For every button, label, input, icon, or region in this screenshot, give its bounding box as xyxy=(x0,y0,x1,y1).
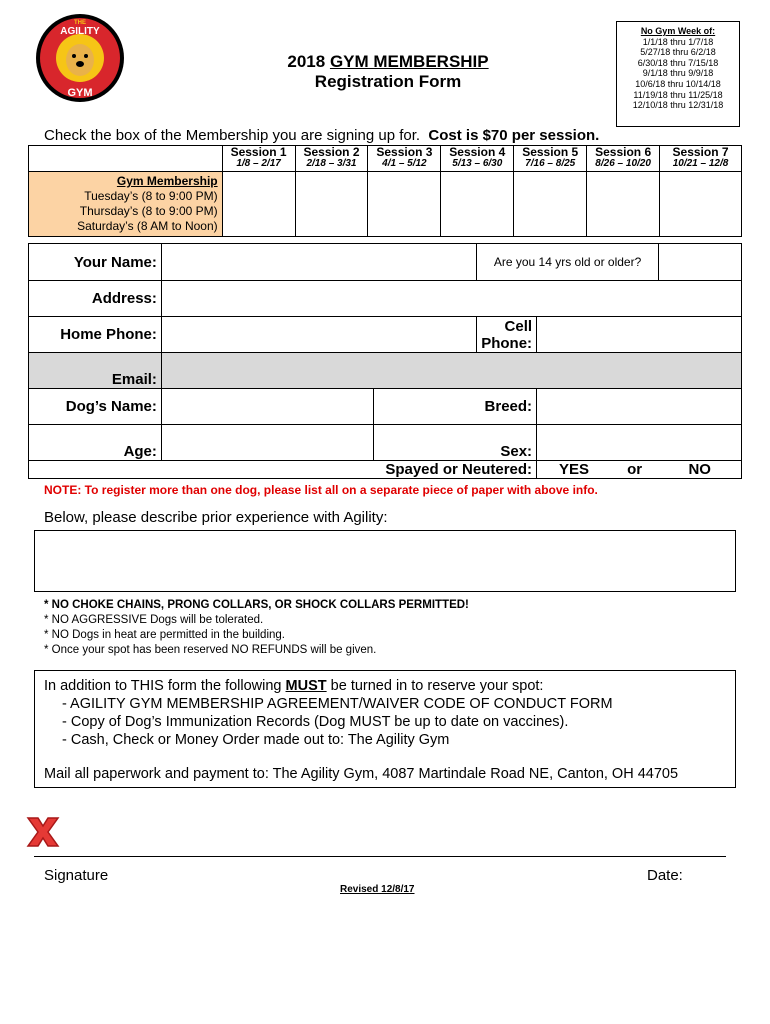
dogs-name-field[interactable] xyxy=(161,389,373,425)
spayed-label: Spayed or Neutered: xyxy=(29,461,537,479)
no-gym-week-box xyxy=(616,21,740,127)
session-name: Session 1 xyxy=(230,145,287,159)
age-label: Age: xyxy=(29,425,162,461)
title-underlined: GYM MEMBERSHIP xyxy=(329,52,489,71)
multi-dog-note: NOTE: To register more than one dog, please list all on a separate piece of paper with above info. xyxy=(44,483,598,497)
requirement-item: - Cash, Check or Money Order made out to: The Agility Gym xyxy=(62,732,450,748)
session-header-1 xyxy=(222,146,295,172)
cost-text: Cost is $70 per session. xyxy=(428,127,600,144)
email-field[interactable] xyxy=(161,353,741,389)
no-gym-week-date: 6/30/18 thru 7/15/18 xyxy=(637,57,719,68)
age-question-label: Are you 14 yrs old or older? xyxy=(477,244,659,281)
revised-date: Revised 12/8/17 xyxy=(340,884,415,895)
svg-text:THE: THE xyxy=(74,20,86,26)
membership-day: Saturday’s (8 AM to Noon) xyxy=(77,219,218,233)
your-name-field[interactable] xyxy=(161,244,476,281)
session-checkbox-6[interactable] xyxy=(587,172,660,237)
or-text: or xyxy=(611,461,659,479)
gym-membership-cell xyxy=(29,172,223,237)
dogs-name-label: Dog’s Name: xyxy=(29,389,162,425)
svg-text:AGILITY: AGILITY xyxy=(60,26,100,37)
mail-address: Mail all paperwork and payment to: The Agility Gym, 4087 Martindale Road NE, Canton, OH 44705 xyxy=(44,766,679,782)
email-label: Email: xyxy=(29,353,162,389)
session-header-7 xyxy=(660,146,742,172)
signature-line[interactable] xyxy=(34,856,726,857)
session-header-4 xyxy=(441,146,514,172)
session-header-6 xyxy=(587,146,660,172)
page-title xyxy=(248,52,528,72)
registration-form-table xyxy=(28,243,742,479)
session-dates: 1/8 – 2/17 xyxy=(236,158,281,169)
title-year: 2018 xyxy=(287,52,326,71)
requirements-lead xyxy=(44,677,726,695)
requirements-lead-before: In addition to THIS form the following xyxy=(44,678,282,694)
home-phone-label: Home Phone: xyxy=(29,317,162,353)
requirements-lead-after: be turned in to reserve your spot: xyxy=(330,678,544,694)
session-checkbox-1[interactable] xyxy=(222,172,295,237)
signature-label: Signature xyxy=(44,867,109,884)
no-gym-week-date: 5/27/18 thru 6/2/18 xyxy=(640,47,716,58)
age-field[interactable] xyxy=(161,425,373,461)
no-gym-week-date: 1/1/18 thru 1/7/18 xyxy=(642,36,714,47)
rules-list xyxy=(44,598,469,658)
session-checkbox-2[interactable] xyxy=(295,172,368,237)
session-name: Session 3 xyxy=(376,145,433,159)
sign-here-x-icon xyxy=(26,816,60,848)
session-dates: 7/16 – 8/25 xyxy=(525,158,576,169)
session-checkbox-7[interactable] xyxy=(660,172,742,237)
session-name: Session 6 xyxy=(595,145,652,159)
requirements-must: MUST xyxy=(285,678,327,694)
session-header-2 xyxy=(295,146,368,172)
sex-label: Sex: xyxy=(374,425,537,461)
cell-phone-label: Cell Phone: xyxy=(477,317,537,353)
age-question-field[interactable] xyxy=(658,244,741,281)
no-gym-week-date: 11/19/18 thru 11/25/18 xyxy=(633,89,723,100)
session-checkbox-5[interactable] xyxy=(514,172,587,237)
date-label: Date: xyxy=(647,867,683,884)
requirement-item: - AGILITY GYM MEMBERSHIP AGREEMENT/WAIVER CODE OF CONDUCT FORM xyxy=(62,696,613,712)
your-name-label: Your Name: xyxy=(29,244,162,281)
sex-field[interactable] xyxy=(537,425,742,461)
session-checkbox-3[interactable] xyxy=(368,172,441,237)
address-label: Address: xyxy=(29,281,162,317)
session-dates: 4/1 – 5/12 xyxy=(382,158,427,169)
breed-field[interactable] xyxy=(537,389,742,425)
intro-instruction: Check the box of the Membership you are signing up for. xyxy=(44,127,421,144)
cell-phone-field[interactable] xyxy=(537,317,742,353)
session-name: Session 4 xyxy=(449,145,506,159)
gym-membership-heading: Gym Membership xyxy=(116,174,218,188)
session-dates: 8/26 – 10/20 xyxy=(595,158,651,169)
address-field[interactable] xyxy=(161,281,741,317)
sessions-header-blank xyxy=(29,146,223,172)
session-dates: 5/13 – 6/30 xyxy=(452,158,503,169)
rule-item: * NO Dogs in heat are permitted in the building. xyxy=(44,629,285,641)
membership-day: Tuesday’s (8 to 9:00 PM) xyxy=(84,189,218,203)
agility-gym-logo xyxy=(34,12,126,104)
session-name: Session 7 xyxy=(672,145,729,159)
session-header-5 xyxy=(514,146,587,172)
sessions-table xyxy=(28,145,742,237)
session-name: Session 5 xyxy=(522,145,579,159)
experience-textarea[interactable] xyxy=(34,530,736,592)
no-gym-week-date: 12/10/18 thru 12/31/18 xyxy=(632,100,724,111)
session-dates: 2/18 – 3/31 xyxy=(306,158,357,169)
requirement-item: - Copy of Dog’s Immunization Records (Dog MUST be up to date on vaccines). xyxy=(62,714,569,730)
session-name: Session 2 xyxy=(303,145,360,159)
page-subtitle: Registration Form xyxy=(314,72,462,91)
intro-text xyxy=(44,127,599,144)
rule-item: * NO AGGRESSIVE Dogs will be tolerated. xyxy=(44,614,264,626)
home-phone-field[interactable] xyxy=(161,317,476,353)
no-gym-week-date: 9/1/18 thru 9/9/18 xyxy=(642,68,714,79)
rule-item: * NO CHOKE CHAINS, PRONG COLLARS, OR SHOCK COLLARS PERMITTED! xyxy=(44,599,469,611)
svg-text:GYM: GYM xyxy=(67,87,93,99)
breed-label: Breed: xyxy=(374,389,537,425)
no-option[interactable]: NO xyxy=(658,461,741,479)
session-checkbox-4[interactable] xyxy=(441,172,514,237)
requirements-box xyxy=(34,670,736,788)
session-dates: 10/21 – 12/8 xyxy=(672,158,729,169)
membership-day: Thursday’s (8 to 9:00 PM) xyxy=(79,204,218,218)
session-header-3 xyxy=(368,146,441,172)
yes-option[interactable]: YES xyxy=(537,461,611,479)
no-gym-week-heading: No Gym Week of: xyxy=(640,26,716,36)
experience-prompt: Below, please describe prior experience with Agility: xyxy=(44,509,388,526)
rule-item: * Once your spot has been reserved NO REFUNDS will be given. xyxy=(44,644,377,656)
no-gym-week-date: 10/6/18 thru 10/14/18 xyxy=(635,78,721,89)
